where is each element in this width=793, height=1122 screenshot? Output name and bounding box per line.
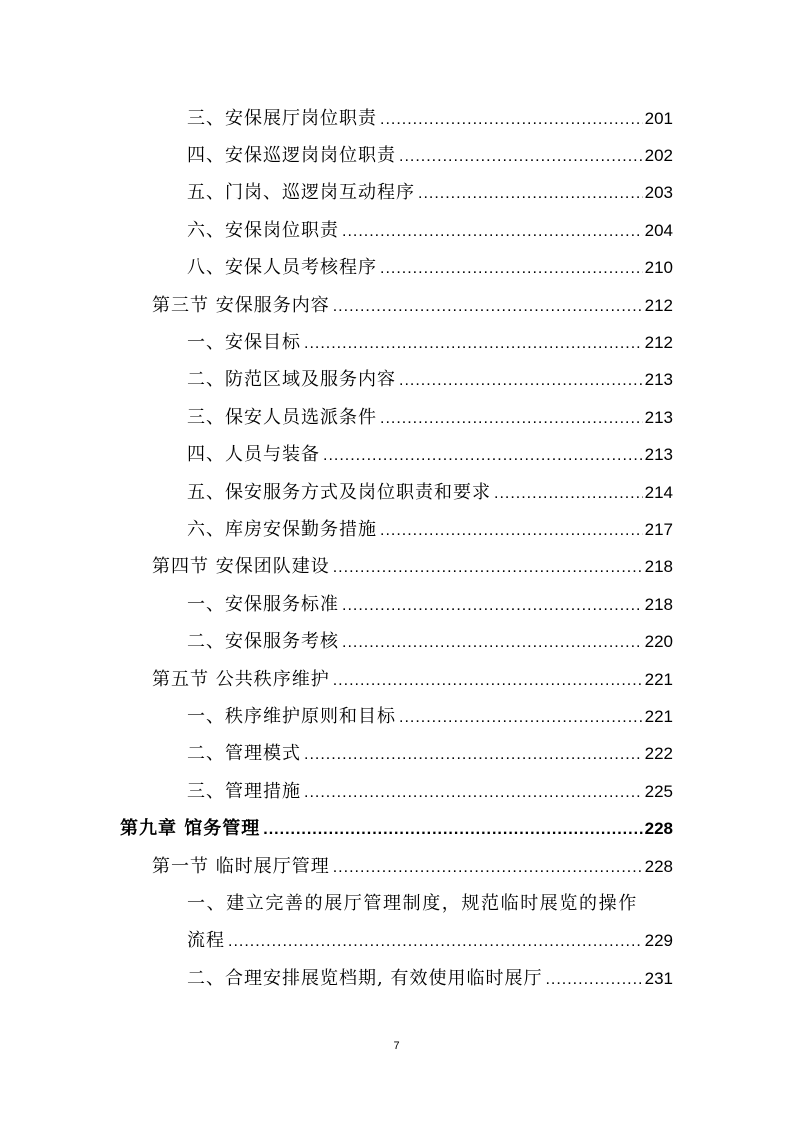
toc-entry-label: 一、安保服务标准: [187, 594, 339, 615]
toc-entry-label-line1[interactable]: 一、建立完善的展厅管理制度，规范临时展览的操作: [187, 893, 638, 914]
toc-entry-label: 五、保安服务方式及岗位职责和要求: [187, 482, 491, 503]
toc-entry-page: 217: [644, 520, 673, 539]
toc-leader-dots: [418, 181, 643, 207]
toc-entry-label: 四、人员与装备: [187, 444, 320, 465]
toc-entry[interactable]: [187, 255, 673, 281]
toc-leader-dots: [333, 294, 643, 320]
toc-entry[interactable]: [187, 966, 673, 992]
toc-entry-page: 213: [644, 408, 673, 427]
toc-entry[interactable]: [187, 629, 673, 655]
toc-section-entry[interactable]: [152, 293, 673, 319]
toc-entry-page: 222: [644, 744, 673, 763]
toc-leader-dots: [333, 555, 643, 581]
toc-entry-label: 二、安保服务考核: [187, 631, 339, 652]
toc-entry-page: 203: [644, 183, 673, 202]
toc-entry[interactable]: [187, 928, 673, 954]
toc-entry-label: 三、管理措施: [187, 781, 301, 802]
toc-entry-page: 212: [644, 296, 673, 315]
toc-entry[interactable]: [187, 405, 673, 431]
toc-entry-label: 二、管理模式: [187, 743, 301, 764]
toc-leader-dots: [380, 406, 643, 432]
toc-leader-dots: [545, 967, 642, 993]
toc-entry-label: 第四节 安保团队建设: [152, 556, 330, 577]
toc-leader-dots: [323, 443, 643, 469]
toc-entry[interactable]: [187, 517, 673, 543]
toc-leader-dots: [399, 144, 643, 170]
toc-entry-page: 225: [644, 782, 673, 801]
toc-leader-dots: [263, 817, 642, 843]
toc-leader-dots: [342, 630, 643, 656]
toc-leader-dots: [304, 742, 643, 768]
toc-entry-label: 三、保安人员选派条件: [187, 407, 377, 428]
toc-entry[interactable]: [187, 180, 673, 206]
toc-entry-label: 三、安保展厅岗位职责: [187, 108, 377, 129]
toc-entry[interactable]: [187, 106, 673, 132]
toc-entry-page: 228: [644, 857, 673, 876]
toc-entry[interactable]: [187, 592, 673, 618]
toc-section-entry[interactable]: [152, 554, 673, 580]
toc-entry-page: 201: [644, 109, 673, 128]
toc-entry[interactable]: [187, 704, 673, 730]
toc-entry-label: 第三节 安保服务内容: [152, 295, 330, 316]
toc-entry[interactable]: [187, 218, 673, 244]
toc-entry-page: 214: [644, 483, 673, 502]
toc-leader-dots: [494, 481, 643, 507]
toc-entry-label: 六、安保岗位职责: [187, 220, 339, 241]
toc-entry-page: 204: [644, 221, 673, 240]
toc-entry-label: 第九章 馆务管理: [120, 818, 261, 839]
toc-entry-page: 218: [644, 557, 673, 576]
toc-entry-page: 231: [644, 969, 673, 988]
toc-entry-label: 一、安保目标: [187, 332, 301, 353]
page-number: 7: [393, 1040, 400, 1052]
toc-entry-page: 221: [644, 670, 673, 689]
toc-entry-page: 229: [644, 931, 673, 950]
toc-entry[interactable]: [187, 143, 673, 169]
toc-leader-dots: [342, 593, 643, 619]
toc-entry-page: 213: [644, 370, 673, 389]
toc-entry-label: 二、防范区域及服务内容: [187, 369, 396, 390]
toc-section-entry[interactable]: [152, 854, 673, 880]
toc-leader-dots: [380, 256, 643, 282]
toc-leader-dots: [333, 855, 643, 881]
toc-leader-dots: [399, 368, 643, 394]
toc-entry-label: 一、秩序维护原则和目标: [187, 706, 396, 727]
toc-entry-page: 210: [644, 258, 673, 277]
toc-leader-dots: [342, 219, 643, 245]
toc-entry[interactable]: [187, 741, 673, 767]
toc-entry-label: 六、库房安保勤务措施: [187, 519, 377, 540]
toc-entry[interactable]: [187, 442, 673, 468]
toc-entry-page: 228: [644, 819, 673, 838]
toc-leader-dots: [304, 331, 643, 357]
toc-leader-dots: [380, 107, 643, 133]
toc-entry[interactable]: [187, 330, 673, 356]
toc-entry-label: 流程: [187, 930, 225, 951]
toc-entry-label: 五、门岗、巡逻岗互动程序: [187, 182, 415, 203]
toc-entry-label: 第五节 公共秩序维护: [152, 669, 330, 690]
toc-leader-dots: [399, 705, 643, 731]
toc-entry[interactable]: [187, 779, 673, 805]
toc-chapter-entry[interactable]: [120, 816, 673, 842]
toc-entry-label: 八、安保人员考核程序: [187, 257, 377, 278]
toc-entry-page: 213: [644, 445, 673, 464]
toc-entry[interactable]: [187, 480, 673, 506]
toc-section-entry[interactable]: [152, 667, 673, 693]
toc-leader-dots: [380, 518, 643, 544]
toc-leader-dots: [228, 929, 643, 955]
toc-entry-page: 221: [644, 707, 673, 726]
toc-leader-dots: [333, 668, 643, 694]
toc-leader-dots: [304, 780, 643, 806]
toc-entry[interactable]: [187, 367, 673, 393]
toc-entry-label: 第一节 临时展厅管理: [152, 856, 330, 877]
toc-entry-label: 四、安保巡逻岗岗位职责: [187, 145, 396, 166]
toc-entry-page: 220: [644, 632, 673, 651]
toc-entry-label: 二、合理安排展览档期, 有效使用临时展厅: [187, 968, 543, 989]
toc-entry-page: 212: [644, 333, 673, 352]
toc-entry-page: 218: [644, 595, 673, 614]
toc-entry-page: 202: [644, 146, 673, 165]
